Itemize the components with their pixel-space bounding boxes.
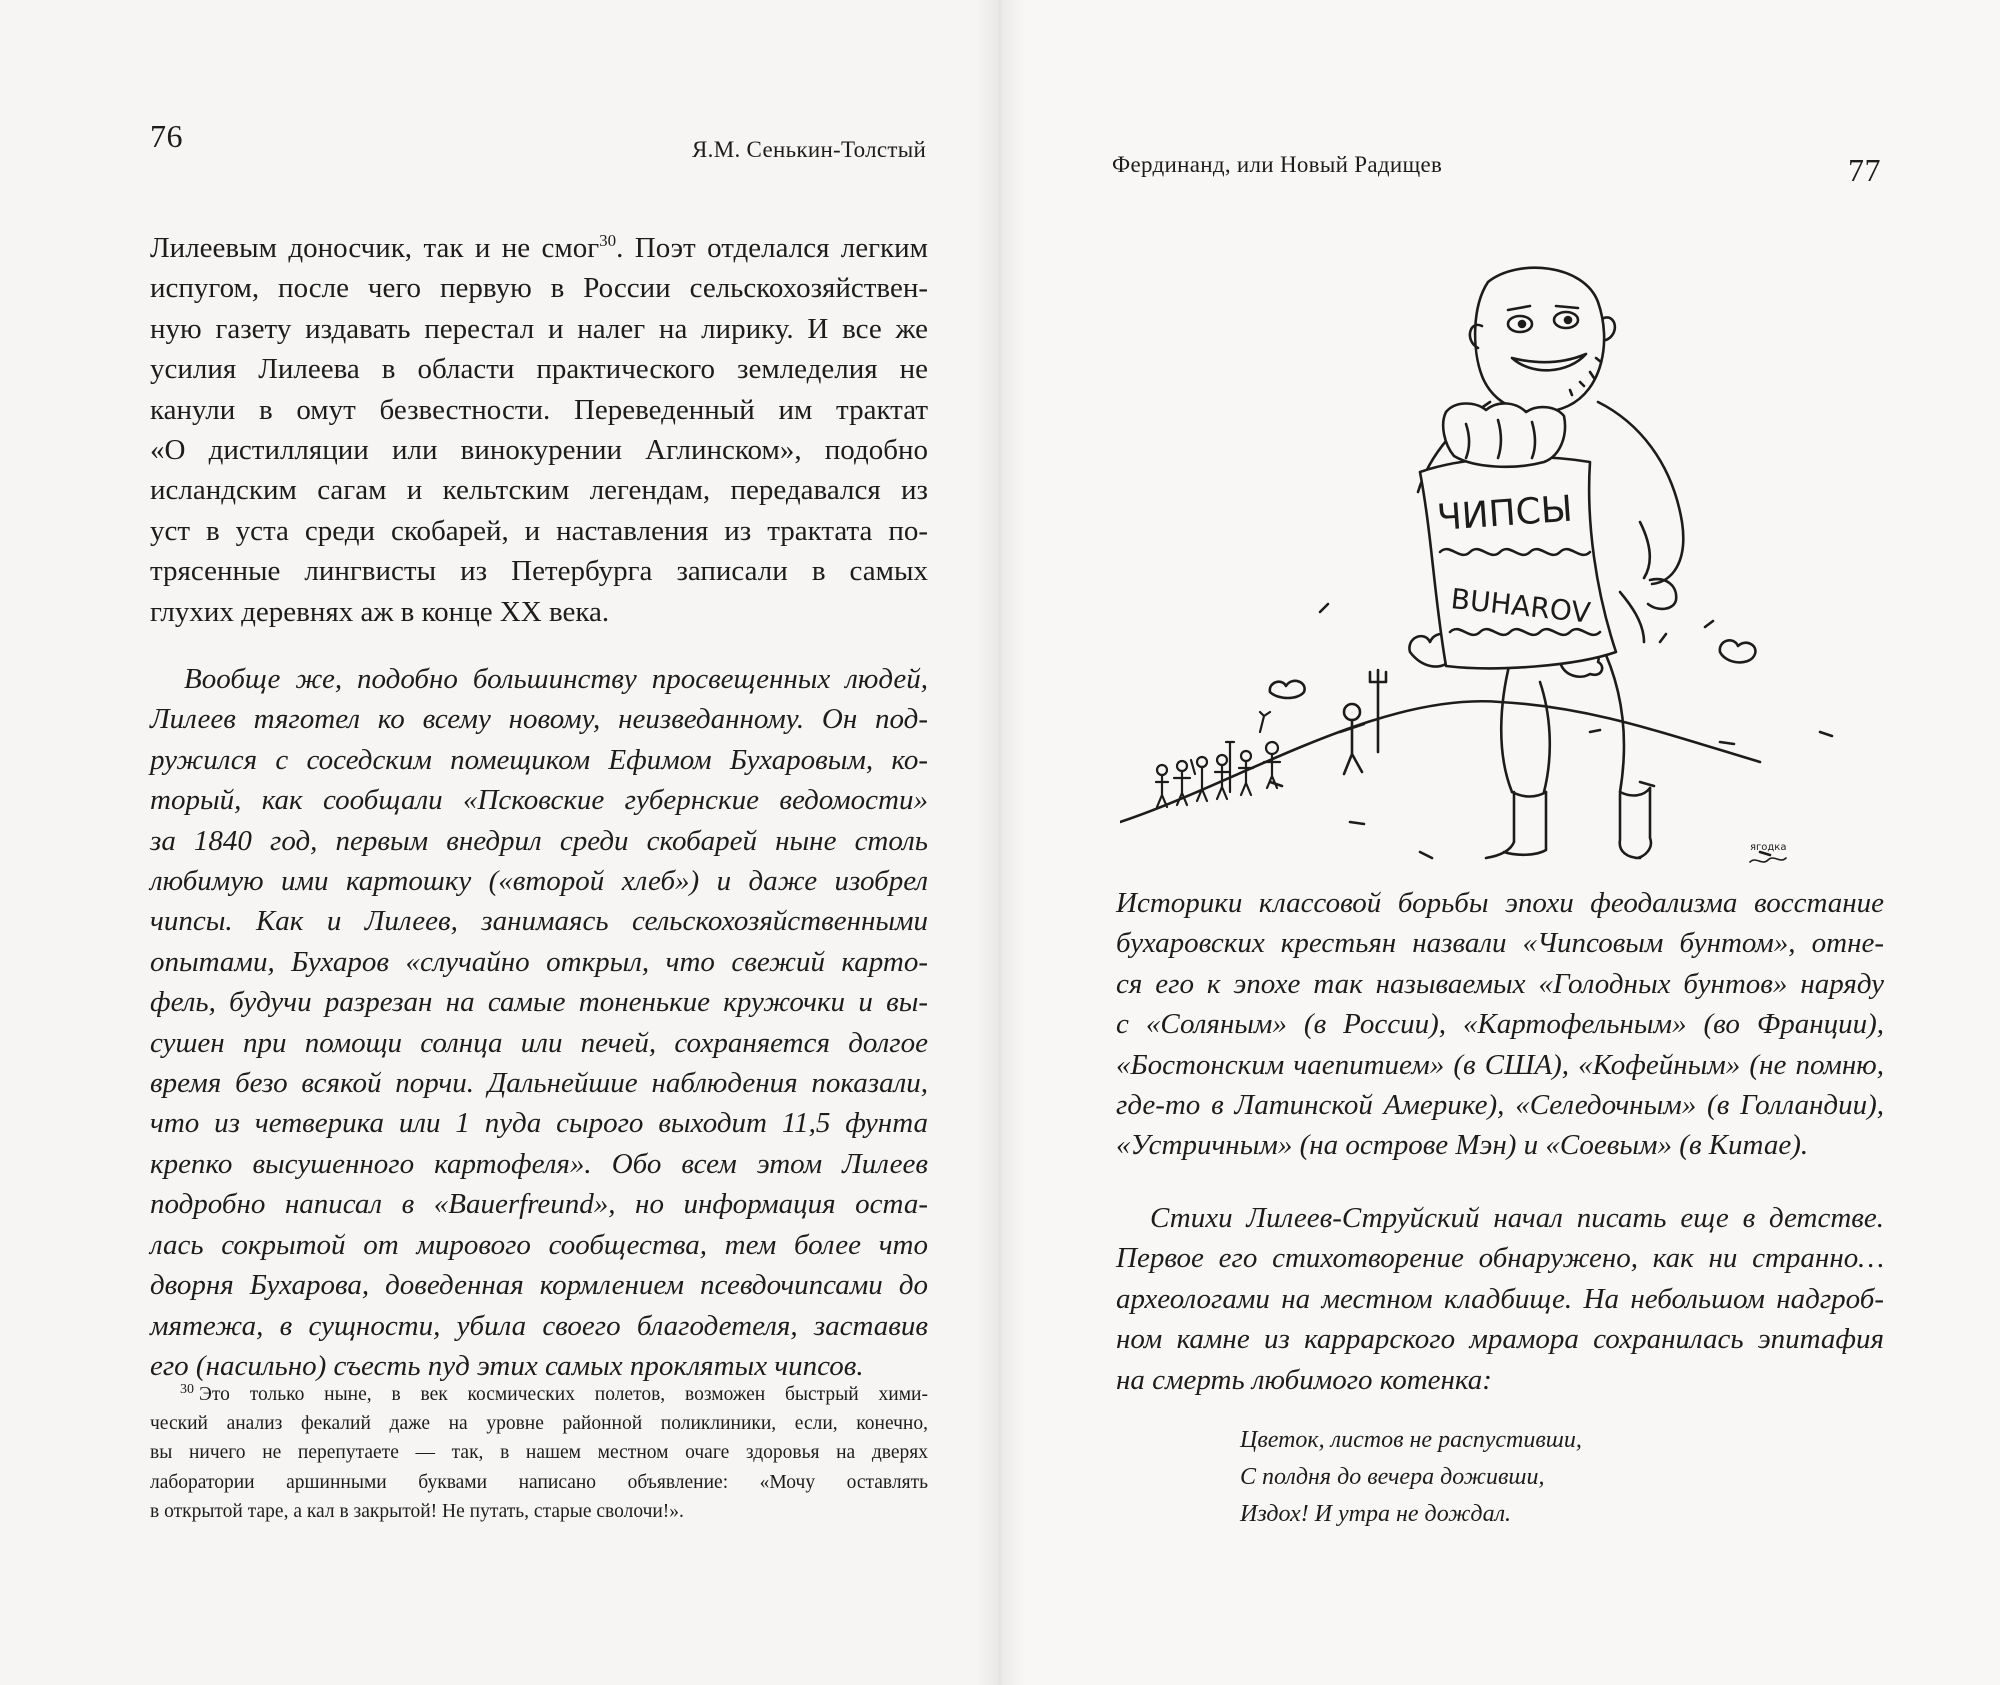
text-line: мятежа, в сущности, убила своего благодетеля, заставив bbox=[150, 1309, 928, 1342]
text-line: Лилеев тяготел ко всему новому, неизведанному. Он под- bbox=[150, 703, 928, 736]
giant-figure bbox=[1418, 268, 1786, 862]
text-line: торый, как сообщали «Псковские губернские ведомости» bbox=[150, 784, 928, 817]
epitaph-poem bbox=[1240, 1422, 1582, 1533]
text-line: «Бостонским чаепитием» (в США), «Кофейным» (не помню, bbox=[1116, 1048, 1884, 1081]
cloud-icon bbox=[1270, 681, 1305, 698]
poem-line: Цветок, листов не распустивши, bbox=[1240, 1427, 1582, 1453]
text-line: усилия Лилеева в области практического земледелия не bbox=[150, 353, 928, 386]
illustration-signature: ягодка bbox=[1750, 842, 1787, 853]
right-paragraph-2 bbox=[1116, 1198, 1884, 1400]
text-line: уст в уста среди скобарей, и наставления из трактата по- bbox=[150, 514, 928, 547]
footnote-line: в открытой таре, а кал в закрытой! Не путать, старые сволочи!». bbox=[150, 1500, 684, 1522]
page-number-left: 76 bbox=[150, 118, 183, 154]
text-line: трясенные лингвисты из Петербурга записали в самых bbox=[150, 555, 928, 588]
text-line: за 1840 год, первым внедрил среди скобарей ныне столь bbox=[150, 824, 928, 857]
footnote-line: лаборатории аршинными буквами написано объявление: «Мочу оставлять bbox=[150, 1471, 928, 1493]
text-line: чипсы. Как и Лилеев, занимаясь сельскохозяйственными bbox=[150, 905, 928, 938]
text-line: Стихи Лилеев-Струйский начал писать еще в детстве. bbox=[1150, 1202, 1884, 1234]
text-line: сушен при помощи солнца или печей, сохраняется долгое bbox=[150, 1026, 928, 1059]
text-line: Вообще же, подобно большинству просвещенных людей, bbox=[184, 663, 928, 695]
footnote-ref: 30 bbox=[599, 231, 617, 250]
footnote-line: вы ничего не перепутаете — так, в нашем местном очаге здоровья на дверях bbox=[150, 1442, 928, 1464]
chips-illustration bbox=[1120, 262, 1880, 882]
page-number-right: 77 bbox=[1848, 152, 1881, 188]
text-line: Лилеевым доносчик, так и не смог$^{30}$. Поэт отделался легким bbox=[150, 231, 928, 264]
pitchfork-peasant bbox=[1340, 670, 1386, 774]
footnote bbox=[150, 1380, 928, 1526]
footnote-line: ческий анализ фекалий даже на уровне районной поликлиники, если, конечно, bbox=[150, 1413, 928, 1435]
left-paragraph-1 bbox=[150, 228, 928, 632]
text-line: «О дистилляции или винокурении Аглинском», подобно bbox=[150, 434, 928, 467]
text-line: любимую ими картошку («второй хлеб») и даже изобрел bbox=[150, 865, 928, 898]
hill-line bbox=[1120, 701, 1760, 822]
text-line: с «Соляным» (в России), «Картофельным» (во Франции), bbox=[1116, 1008, 1884, 1041]
text-line: исландским сагам и кельтским легендам, передавался из bbox=[150, 474, 928, 507]
running-head-right: Фердинанд, или Новый Радищев bbox=[1112, 152, 1443, 177]
text-line: канули в омут безвестности. Переведенный им трактат bbox=[150, 393, 928, 426]
right-paragraph-1 bbox=[1116, 883, 1884, 1166]
text-line: его (насильно) съесть пуд этих самых проклятых чипсов. bbox=[150, 1349, 864, 1382]
text-line: ную газету издавать перестал и налег на лирику. И все же bbox=[150, 312, 928, 345]
text-line: бухаровских крестьян назвали «Чипсовым бунтом», отне- bbox=[1116, 927, 1884, 960]
text-line: ружился с соседским помещиком Ефимом Бухаровым, ко- bbox=[150, 743, 928, 776]
footnote-mark: 30 bbox=[180, 1382, 194, 1397]
poem-line: Издох! И утра не дождал. bbox=[1240, 1501, 1512, 1527]
text-line: что из четверика или 1 пуда сырого выходит 11,5 фунта bbox=[150, 1107, 928, 1140]
text-line: испугом, после чего первую в России сельскохозяйствен- bbox=[150, 272, 928, 305]
text-line: дворня Бухарова, доведенная кормлением псевдочипсами до bbox=[150, 1269, 928, 1302]
left-paragraph-2 bbox=[150, 659, 928, 1386]
text-line: время безо всякой порчи. Дальнейшие наблюдения показали, bbox=[150, 1067, 928, 1100]
text-line: Первое его стихотворение обнаружено, как ни странно… bbox=[1116, 1242, 1884, 1275]
text-line: ном камне из каррарского мрамора сохранилась эпитафия bbox=[1116, 1323, 1884, 1356]
poem-line: С полдня до вечера доживши, bbox=[1240, 1464, 1545, 1490]
text-line: Историки классовой борьбы эпохи феодализма восстание bbox=[1116, 887, 1884, 919]
crowd-figures bbox=[1156, 712, 1280, 807]
running-head-left: Я.М. Сенькин-Толстый bbox=[692, 137, 927, 162]
cloud-icon bbox=[1720, 640, 1756, 662]
bag-label-top: ЧИПСЫ bbox=[1435, 488, 1574, 539]
text-line: фель, будучи разрезан на самые тоненькие кружочки и вы- bbox=[150, 986, 928, 1019]
footnote-line: $^{30}$ Это только ныне, в век космических полетов, возможен быстрый хими- bbox=[180, 1382, 928, 1405]
text-line: на смерть любимого котенка: bbox=[1116, 1363, 1492, 1396]
text-line: археологами на местном кладбище. На небольшом надгроб- bbox=[1116, 1282, 1884, 1315]
text-line: глухих деревнях аж в конце XX века. bbox=[150, 595, 610, 628]
text-line: где-то в Латинской Америке), «Селедочным» (в Голландии), bbox=[1116, 1089, 1884, 1122]
text-line: «Устричным» (на острове Мэн) и «Соевым» (в Китае). bbox=[1116, 1129, 1809, 1162]
text-line: подробно написал в «Bauerfreund», но информация оста- bbox=[150, 1188, 928, 1221]
bag-label-bottom: BUHAROV bbox=[1449, 582, 1593, 630]
text-line: лась сокрытой от мирового сообщества, тем более что bbox=[150, 1228, 928, 1261]
text-line: ся его к эпохе так называемых «Голодных бунтов» наряду bbox=[1116, 967, 1884, 1000]
text-line: крепко высушенного картофеля». Обо всем этом Лилеев bbox=[150, 1147, 928, 1180]
text-line: опытами, Бухаров «случайно открыл, что свежий карто- bbox=[150, 945, 928, 978]
